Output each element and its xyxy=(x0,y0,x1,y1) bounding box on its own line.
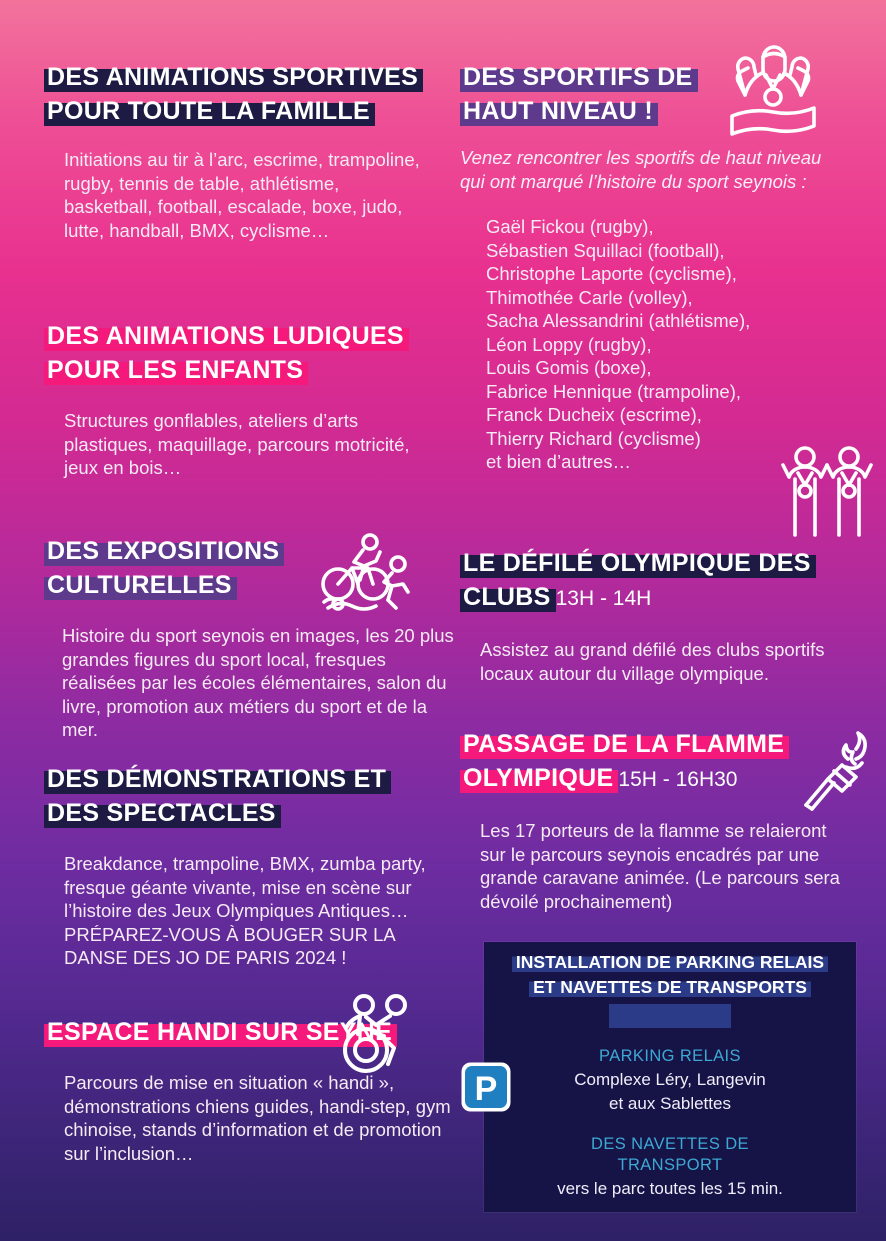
list-item: Franck Ducheix (escrime), xyxy=(486,404,702,425)
cyclist-runner-icon xyxy=(318,528,418,624)
section-animations-sportives xyxy=(44,60,444,242)
section-body: Initiations au tir à l’arc, escrime, trampoline, rugby, tennis de table, athlétisme, basketball, football, escalade, boxe, judo, lutte, handball, BMX, cyclisme… xyxy=(64,149,420,241)
section-time: 15H - 16H30 xyxy=(618,768,738,791)
parking-title-underbar xyxy=(609,1004,731,1028)
heading-highlight: DES ANIMATIONS LUDIQUES POUR LES ENFANTS xyxy=(44,321,409,385)
section-time: 13H - 14H xyxy=(555,587,652,610)
heading-highlight: DES SPORTIFS DE HAUT NIVEAU ! xyxy=(460,62,698,126)
section-defile-olympique xyxy=(460,546,860,685)
parking-title-line1: INSTALLATION DE PARKING RELAIS xyxy=(512,952,828,972)
section-animations-ludiques xyxy=(44,319,444,480)
section-intro: Venez rencontrer les sportifs de haut niveau qui ont marqué l’histoire du sport seynois : xyxy=(460,147,822,192)
svg-text:P: P xyxy=(474,1070,498,1108)
shuttle-text: vers le parc toutes les 15 min. xyxy=(557,1179,783,1198)
heading-highlight: DES ANIMATIONS SPORTIVES POUR TOUTE LA FAMILLE xyxy=(44,62,423,126)
athletes-list xyxy=(486,215,860,474)
section-heading xyxy=(44,762,444,830)
two-medalists-icon xyxy=(778,443,876,543)
list-item: Léon Loppy (rugby), xyxy=(486,333,652,355)
list-item: Louis Gomis (boxe), xyxy=(486,357,652,378)
section-body: Structures gonflables, ateliers d’arts plastiques, maquillage, parcours motricité, jeux en bois… xyxy=(64,410,410,478)
list-item: Christophe Laporte (cyclisme), xyxy=(486,263,737,284)
section-body: Assistez au grand défilé des clubs sportifs locaux autour du village olympique. xyxy=(480,639,825,684)
shuttle-label-line1: DES NAVETTES DE xyxy=(591,1135,749,1153)
parking-info-panel xyxy=(474,942,856,1212)
list-item: Fabrice Hennique (trampoline), xyxy=(486,380,742,402)
section-body: Histoire du sport seynois en images, les 20 plus grandes figures du sport local, fresques réalisées par les écoles élémentaires, salon du livre, promotion aux métiers du sport et de la mer. xyxy=(62,625,454,740)
list-item: Sacha Alessandrini (athlétisme), xyxy=(486,310,751,331)
section-demonstrations-spectacles xyxy=(44,762,444,970)
section-body: Les 17 porteurs de la flamme se relaieront sur le parcours seynois encadrés par une grande caravane animée. (Le parcours sera dévoilé prochainement) xyxy=(480,820,840,912)
heading-highlight: LE DÉFILÉ OLYMPIQUE DES CLUBS xyxy=(460,548,816,612)
section-body: Parcours de mise en situation « handi », démonstrations chiens guides, handi-step, gym chinoise, stands d’information et de promotion sur l’inclusion… xyxy=(64,1072,451,1164)
wheelchair-athlete-icon xyxy=(338,992,416,1078)
list-item: Thierry Richard (cyclisme) xyxy=(486,427,701,449)
heading-highlight: DES EXPOSITIONS CULTURELLES xyxy=(44,536,284,600)
list-item: Thimothée Carle (volley), xyxy=(486,286,693,308)
section-heading xyxy=(460,60,725,128)
parking-relais-line1: Complexe Léry, Langevin xyxy=(574,1070,766,1089)
list-item: Gaël Fickou (rugby), xyxy=(486,216,654,237)
list-item: et bien d’autres… xyxy=(486,451,632,472)
list-item: Sébastien Squillaci (football), xyxy=(486,239,725,261)
heading-highlight: ESPACE HANDI SUR SEYNE xyxy=(44,1017,397,1047)
section-heading xyxy=(44,60,444,128)
medalist-icon xyxy=(718,33,828,141)
section-heading xyxy=(460,546,860,616)
shuttle-label-line2: TRANSPORT xyxy=(617,1156,723,1174)
heading-highlight: PASSAGE DE LA FLAMME OLYMPIQUE xyxy=(460,729,789,793)
parking-relais-label: PARKING RELAIS xyxy=(599,1047,741,1065)
section-heading xyxy=(44,319,444,387)
parking-relais-line2: et aux Sablettes xyxy=(609,1093,731,1113)
torch-icon xyxy=(798,727,880,813)
section-body-secondary: PRÉPAREZ-VOUS À BOUGER SUR LA DANSE DES JO DE PARIS 2024 ! xyxy=(64,923,395,968)
parking-panel-title xyxy=(484,942,856,1000)
parking-sign-icon xyxy=(460,1061,512,1118)
parking-title-line2: ET NAVETTES DE TRANSPORTS xyxy=(529,977,811,997)
section-body: Breakdance, trampoline, BMX, zumba party, fresque géante vivante, mise en scène sur l’histoire des Jeux Olympiques Antiques… xyxy=(64,853,426,921)
heading-highlight: DES DÉMONSTRATIONS ET DES SPECTACLES xyxy=(44,764,391,828)
